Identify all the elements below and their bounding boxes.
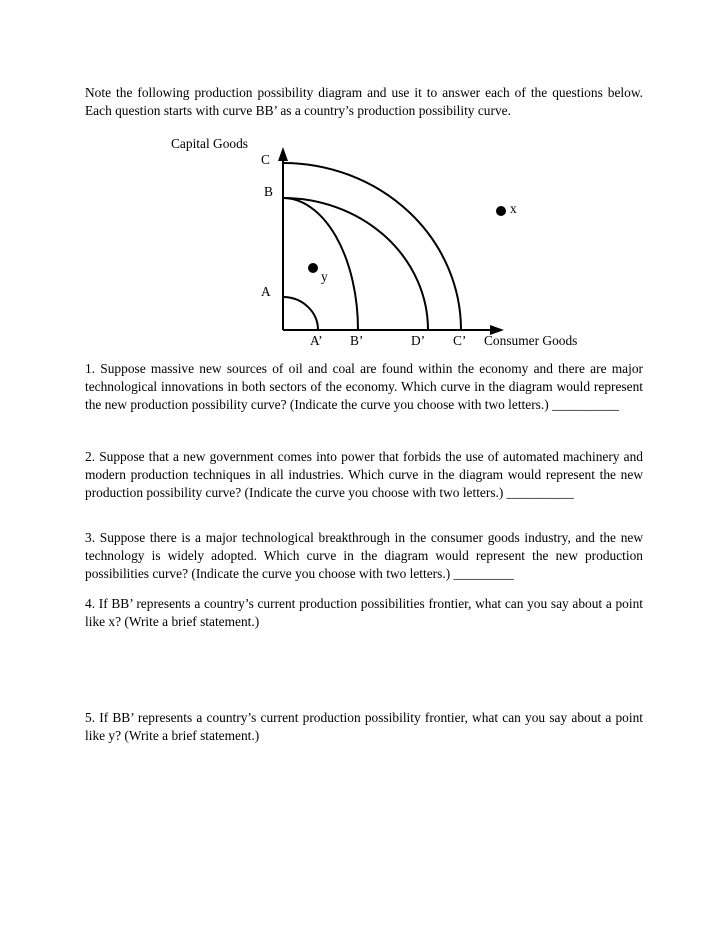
curve-cc-prime (283, 163, 461, 330)
question-1: 1. Suppose massive new sources of oil and coal are found within the economy and there are major technological innovations in both sectors of the economy. Which curve in the diagram would represent the new production possibility curve? (Indicate the curve you choose with two letters.) __________ (85, 361, 643, 412)
label-y: y (321, 269, 328, 284)
question-2: 2. Suppose that a new government comes into power that forbids the use of automated machinery and modern production techniques in all industries. Which curve in the diagram would represent the new production possibility curve? (Indicate the curve you choose with two letters.) __________ (85, 449, 643, 500)
y-axis-arrowhead (278, 147, 288, 161)
label-a: A (261, 284, 271, 299)
curve-bb-prime (283, 198, 358, 330)
label-x: x (510, 201, 517, 216)
y-axis-label: Capital Goods (171, 136, 248, 151)
question-4: 4. If BB’ represents a country’s current production possibilities frontier, what can you say about a point like x? (Write a brief statement.) (85, 596, 643, 629)
x-axis-label: Consumer Goods (484, 333, 578, 348)
label-b-prime: B’ (350, 333, 364, 348)
curve-aa-prime (283, 297, 318, 330)
point-x-dot (496, 206, 506, 216)
label-b: B (264, 184, 273, 199)
point-y-dot (308, 263, 318, 273)
label-c-prime: C’ (453, 333, 467, 348)
label-c: C (261, 152, 270, 167)
label-a-prime: A’ (310, 333, 323, 348)
label-d-prime: D’ (411, 333, 426, 348)
question-5: 5. If BB’ represents a country’s current production possibility frontier, what can you say about a point like y? (Write a brief statement.) (85, 710, 643, 743)
question-3: 3. Suppose there is a major technological breakthrough in the consumer goods industry, and the new technology is widely adopted. Which curve in the diagram would represent the new production possibilities curve? (Indicate the curve you choose with two letters.) _________ (85, 530, 643, 581)
curve-bd-prime (283, 198, 428, 330)
intro-paragraph: Note the following production possibility diagram and use it to answer each of the questions below. Each question starts with curve BB’ as a country’s production possibility curve. (85, 85, 643, 118)
